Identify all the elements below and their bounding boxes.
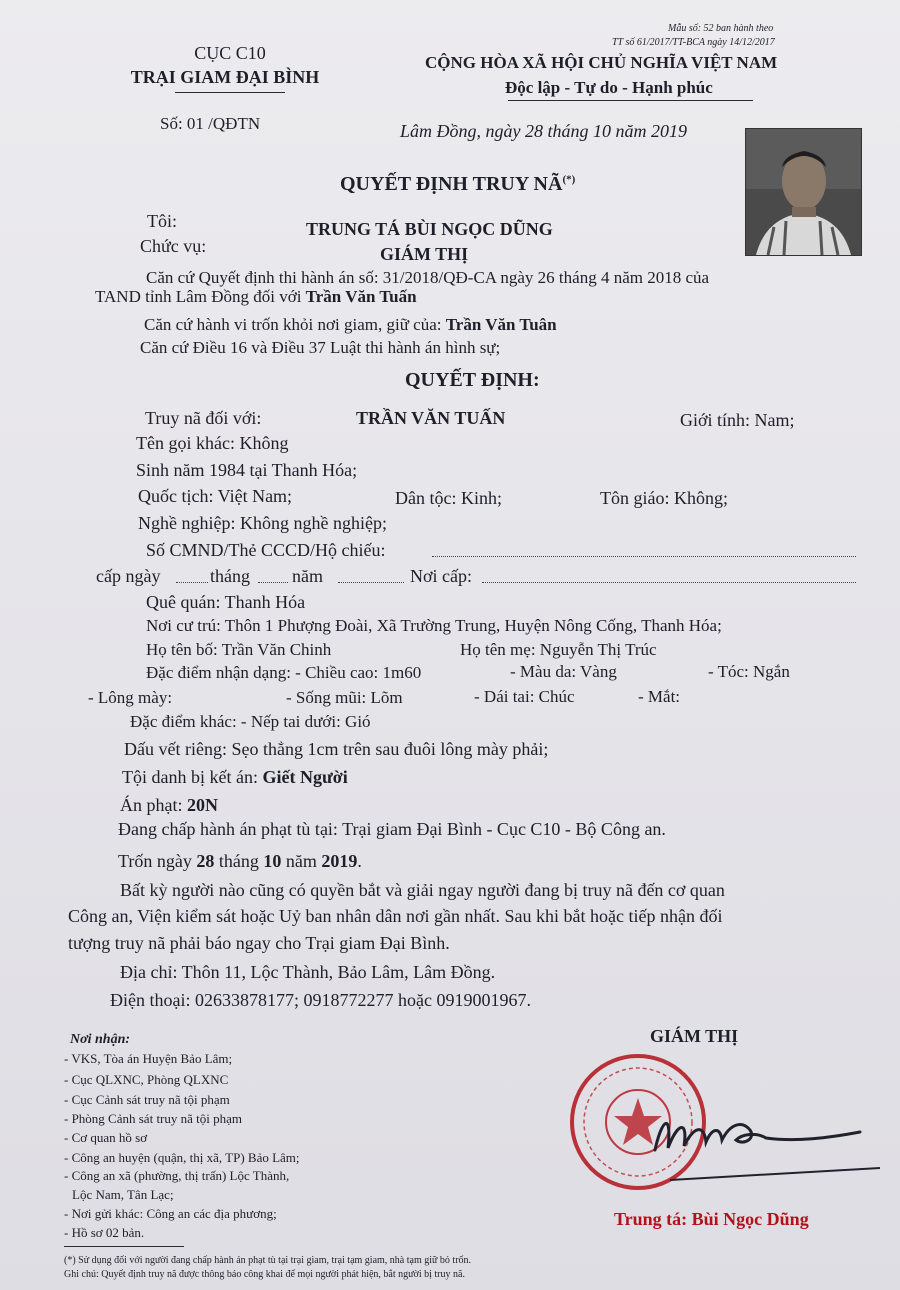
motto-underline [508,100,753,101]
org-underline [175,92,285,93]
recipient-item: - Công an xã (phường, thị trấn) Lộc Thành, [64,1168,290,1183]
skin-color: - Màu da: Vàng [510,662,617,681]
wanted-name: TRẦN VĂN TUẤN [356,408,506,428]
basis-line1: Căn cứ Quyết định thi hành án số: 31/2018/QĐ-CA ngày 26 tháng 4 năm 2018 của [146,268,710,287]
nation-title: CỘNG HÒA XÃ HỘI CHỦ NGHĨA VIỆT NAM [425,53,778,72]
escape-month: 10 [263,851,282,871]
sentence-value: 20N [187,795,218,815]
basis-line3 [144,316,557,333]
place-date: Lâm Đồng, ngày 28 tháng 10 năm 2019 [400,121,687,141]
recipient-item: - Cục QLXNC, Phòng QLXNC [64,1072,229,1087]
wanted-label: Truy nã đối với: [145,408,262,428]
signature-title: GIÁM THỊ [650,1026,739,1046]
form-note-line2: TT số 61/2017/TT-BCA ngày 14/12/2017 [612,37,775,48]
basis-subject-name: Trần Văn Tuấn [305,287,417,306]
height: Đặc điểm nhận dạng: - Chiều cao: 1m60 [146,663,422,682]
instruction-line2: Công an, Viện kiểm sát hoặc Uỷ ban nhân dân nơi gần nhất. Sau khi bắt hoặc tiếp nhận đối [68,906,723,926]
issue-place-blank [482,582,856,583]
eyebrows: - Lông mày: [88,688,173,707]
basis-escapee-name: Trần Văn Tuân [445,315,557,334]
handwritten-signature [655,1123,860,1150]
hair: - Tóc: Ngắn [708,662,790,681]
issue-year-blank [338,582,404,583]
document-title [340,174,575,194]
distinguishing-marks: Dấu vết riêng: Sẹo thẳng 1cm trên sau đuôi lông mày phải; [124,739,549,759]
basis-line3-text: Căn cứ hành vi trốn khỏi nơi giam, giữ của: [144,315,446,334]
decision-number: Số: 01 /QĐTN [160,114,261,133]
crime-line [122,768,348,786]
recipient-item: - Cơ quan hồ sơ [64,1130,148,1145]
alias: Tên gọi khác: Không [136,433,289,453]
birth-info: Sinh năm 1984 tại Thanh Hóa; [136,460,358,480]
decision-heading: QUYẾT ĐỊNH: [405,369,540,391]
basis-line4: Căn cứ Điều 16 và Điều 37 Luật thi hành án hình sự; [140,338,501,357]
sentence-label: Án phạt: [120,795,187,815]
document-title-text: QUYẾT ĐỊNH TRUY NÃ [340,173,563,195]
org-name: CỤC C10 [194,43,266,63]
escape-month-label: tháng [214,851,264,871]
recipients-heading: Nơi nhận: [70,1032,131,1047]
official-seal [572,1056,704,1188]
label-chuc-vu: Chức vụ: [140,236,207,256]
form-note-line1: Mẫu số: 52 ban hành theo [668,23,774,34]
eyes: - Mắt: [638,687,681,706]
earlobe: - Dái tai: Chúc [474,687,575,706]
recipient-item: - VKS, Tòa án Huyện Bảo Lâm; [64,1051,233,1066]
residence: Nơi cư trú: Thôn 1 Phượng Đoài, Xã Trường Trung, Huyện Nông Cống, Thanh Hóa; [146,616,722,635]
basis-line2-text: TAND tỉnh Lâm Đồng đối với [95,287,306,306]
recipient-item: - Hồ sơ 02 bản. [64,1225,145,1240]
suspect-photo [745,128,862,256]
issuer-position: GIÁM THỊ [380,244,469,264]
footnote-line1: (*) Sử dụng đối với người đang chấp hành án phạt tù tại trại giam, trại tạm giam, nhà tạm giữ bỏ trốn. [64,1255,472,1266]
recipient-item: Lộc Nam, Tân Lạc; [72,1187,174,1202]
issue-day-blank [176,582,208,583]
recipient-item: - Công an huyện (quận, thị xã, TP) Bảo Lâm; [64,1150,300,1165]
hometown: Quê quán: Thanh Hóa [146,592,306,612]
title-footnote-mark: (*) [562,173,576,186]
instruction-line1: Bất kỳ người nào cũng có quyền bắt và giải ngay người đang bị truy nã đến cơ quan [120,880,725,900]
org-subname: TRẠI GIAM ĐẠI BÌNH [130,67,320,87]
mother-name: Họ tên mẹ: Nguyễn Thị Trúc [460,640,657,659]
nationality: Quốc tịch: Việt Nam; [138,486,293,506]
issue-date-year: năm [292,566,323,586]
footnote-line2: Ghi chú: Quyết định truy nã được thông báo công khai để mọi người phát hiện, bắt người bị truy nã. [64,1269,465,1280]
national-motto: Độc lập - Tự do - Hạnh phúc [505,78,713,97]
escape-date [118,852,362,870]
recipient-item: - Cục Cảnh sát truy nã tội phạm [64,1092,230,1107]
escape-prefix: Trốn ngày [118,851,197,871]
escape-day: 28 [196,851,215,871]
escape-year: 2019 [321,851,358,871]
recipients-rule [64,1246,184,1247]
escape-period: . [357,851,362,871]
instruction-line3: tượng truy nã phải báo ngay cho Trại giam Đại Bình. [68,933,450,953]
issue-date-month: tháng [210,566,250,586]
issue-month-blank [258,582,288,583]
religion: Tôn giáo: Không; [600,488,728,508]
gender: Giới tính: Nam; [680,410,795,430]
escape-year-label: năm [281,851,322,871]
id-blank [432,556,856,557]
label-toi: Tôi: [147,211,177,231]
nose: - Sống mũi: Lõm [286,688,403,707]
recipient-item: - Nơi gửi khác: Công an các địa phương; [64,1206,277,1221]
crime-label: Tội danh bị kết án: [122,767,263,787]
issuer-name: TRUNG TÁ BÙI NGỌC DŨNG [306,219,553,239]
official-seal-and-signature [560,1030,890,1205]
id-label: Số CMND/Thẻ CCCD/Hộ chiếu: [146,540,386,560]
contact-address: Địa chỉ: Thôn 11, Lộc Thành, Bảo Lâm, Lâm Đồng. [120,962,496,982]
ethnicity: Dân tộc: Kinh; [395,488,502,508]
crime-value: Giết Người [262,767,348,787]
sentence-line [120,796,218,814]
contact-phone: Điện thoại: 02633878177; 0918772277 hoặc 0919001967. [110,990,531,1010]
basis-line2 [95,288,417,305]
issue-place: Nơi cấp: [410,566,472,586]
recipient-item: - Phòng Cảnh sát truy nã tội phạm [64,1111,243,1126]
issue-date-day: cấp ngày [96,566,161,586]
other-features: Đặc điểm khác: - Nếp tai dưới: Gió [130,712,371,731]
father-name: Họ tên bố: Trần Văn Chinh [146,640,332,659]
signatory-name: Trung tá: Bùi Ngọc Dũng [614,1209,809,1229]
occupation: Nghề nghiệp: Không nghề nghiệp; [138,513,387,533]
serving-place: Đang chấp hành án phạt tù tại: Trại giam Đại Bình - Cục C10 - Bộ Công an. [118,819,666,839]
